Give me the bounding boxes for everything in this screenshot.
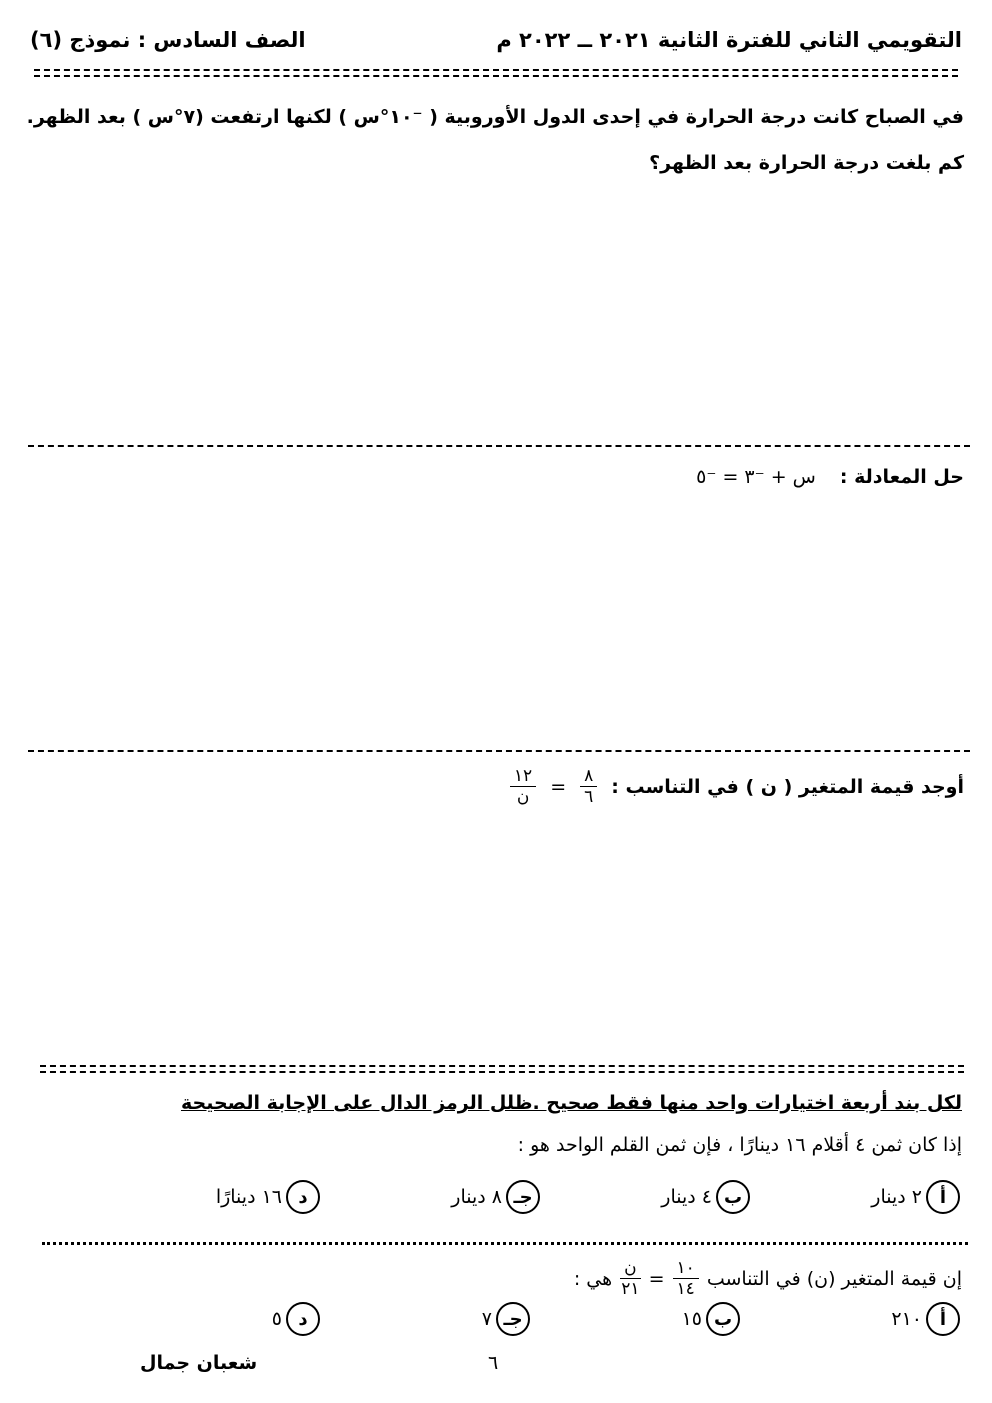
- mcq-item2-frac1-den: ١٤: [676, 1279, 695, 1299]
- mcq-item1-choice-c[interactable]: [451, 1180, 540, 1214]
- mcq-item2-frac2-num: ن: [620, 1258, 640, 1279]
- mcq-item2-choice-b[interactable]: [682, 1302, 740, 1336]
- mcq-item2-equals: =: [648, 1267, 665, 1290]
- double-divider-mcq: [40, 1062, 964, 1078]
- q3-fraction-left: [580, 766, 597, 807]
- choice-b-text: ٤ دينار: [661, 1186, 712, 1208]
- dotted-divider: [42, 1242, 968, 1245]
- q2-equation: س + ⁻٣ = ⁻٥: [696, 466, 816, 488]
- mcq-item2-stem-start: إن قيمة المتغير (ن) في التناسب: [706, 1267, 962, 1290]
- mcq-item2-stem: [574, 1258, 962, 1299]
- q2-label: حل المعادلة :: [839, 466, 964, 488]
- q3-frac2-num: ١٢: [510, 766, 536, 787]
- mcq-item1-stem: إذا كان ثمن ٤ أقلام ١٦ دينارًا ، فإن ثمن القلم الواحد هو :: [517, 1134, 962, 1156]
- mcq-item2-stem-end: هي :: [573, 1267, 613, 1290]
- q3-frac1-den: ٦: [584, 787, 594, 807]
- mcq-instructions: لكل بند أربعة اختيارات واحد منها فقط صحيح .ظلل الرمز الدال على الإجابة الصحيحة: [180, 1092, 962, 1114]
- q1-line2: كم بلغت درجة الحرارة بعد الظهر؟: [649, 152, 964, 174]
- choice-b-bubble[interactable]: ب: [706, 1302, 740, 1336]
- choice-a-text: ٢١٠: [891, 1308, 922, 1330]
- mcq-item1-choice-d[interactable]: [216, 1180, 320, 1214]
- q2-row: [696, 466, 964, 488]
- q3-fraction-right: [510, 766, 536, 807]
- choice-a-bubble[interactable]: أ: [926, 1302, 960, 1336]
- choice-b-bubble[interactable]: ب: [716, 1180, 750, 1214]
- dashed-divider-2: [28, 750, 970, 752]
- mcq-item2-fraction-left: [673, 1258, 699, 1299]
- q3-label: أوجد قيمة المتغير ( ن ) في التناسب :: [611, 775, 964, 798]
- choice-d-text: ١٦ دينارًا: [215, 1186, 282, 1208]
- mcq-item2-frac2-den: ٢١: [621, 1279, 640, 1299]
- author-name: شعبان جمال: [140, 1352, 258, 1374]
- choice-c-bubble[interactable]: جـ: [506, 1180, 540, 1214]
- choice-d-text: ٥: [271, 1308, 282, 1330]
- mcq-item1-choice-b[interactable]: [661, 1180, 750, 1214]
- choice-d-bubble[interactable]: د: [286, 1180, 320, 1214]
- q3-equals: =: [550, 775, 567, 798]
- exam-title: التقويمي الثاني للفترة الثانية ٢٠٢١ ــ ٢٠٢٢ م: [496, 28, 962, 52]
- mcq-item1-choice-a[interactable]: [871, 1180, 960, 1214]
- q3-row: [510, 766, 964, 807]
- choice-d-bubble[interactable]: د: [286, 1302, 320, 1336]
- q3-frac1-num: ٨: [580, 766, 597, 787]
- mcq-item2-choice-d[interactable]: [272, 1302, 320, 1336]
- mcq-item2-frac1-num: ١٠: [673, 1258, 699, 1279]
- choice-b-text: ١٥: [681, 1308, 702, 1330]
- grade-model: الصف السادس : نموذج (٦): [30, 28, 306, 52]
- choice-a-text: ٢ دينار: [871, 1186, 922, 1208]
- choice-c-text: ٨ دينار: [451, 1186, 502, 1208]
- q3-frac2-den: ن: [516, 787, 530, 807]
- mcq-item1-choices: [190, 1180, 960, 1216]
- q1-line1: في الصباح كانت درجة الحرارة في إحدى الدول الأوروبية ( ⁻١٠°س ) لكنها ارتفعت (٧°س ) بعد الظهر.: [26, 106, 964, 128]
- choice-a-bubble[interactable]: أ: [926, 1180, 960, 1214]
- mcq-item2-choices: [190, 1302, 960, 1338]
- page-number: ٦: [488, 1352, 499, 1374]
- mcq-item2-fraction-right: [620, 1258, 640, 1299]
- choice-c-text: ٧: [481, 1308, 492, 1330]
- mcq-item2-choice-c[interactable]: [482, 1302, 530, 1336]
- double-divider-top: [34, 66, 958, 82]
- mcq-item2-choice-a[interactable]: [891, 1302, 960, 1336]
- dashed-divider-1: [28, 445, 970, 447]
- choice-c-bubble[interactable]: جـ: [496, 1302, 530, 1336]
